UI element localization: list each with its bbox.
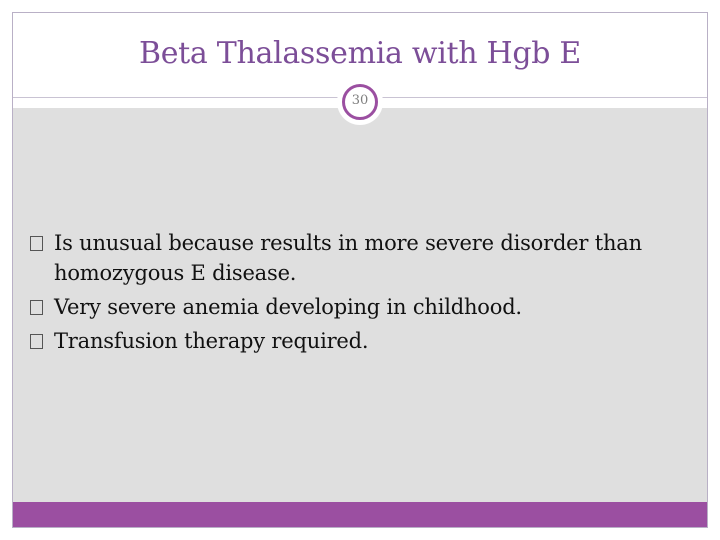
- bullet-text: Is unusual because results in more severe disorder than homozygous E disease.: [54, 231, 642, 285]
- bullet-item: [30, 228, 690, 288]
- page-number: 30: [351, 93, 369, 108]
- slide-title: Beta Thalassemia with Hgb E: [138, 36, 582, 71]
- page-number-badge: [337, 79, 383, 125]
- bullet-box-icon: [30, 334, 43, 349]
- bullet-list: [30, 228, 690, 360]
- bullet-item: [30, 326, 690, 356]
- footer-accent-bar: [13, 502, 707, 527]
- bullet-text: Transfusion therapy required.: [54, 329, 369, 353]
- bullet-box-icon: [30, 236, 43, 251]
- bullet-item: [30, 292, 690, 322]
- bullet-box-icon: [30, 300, 43, 315]
- bullet-text: Very severe anemia developing in childhood.: [54, 295, 522, 319]
